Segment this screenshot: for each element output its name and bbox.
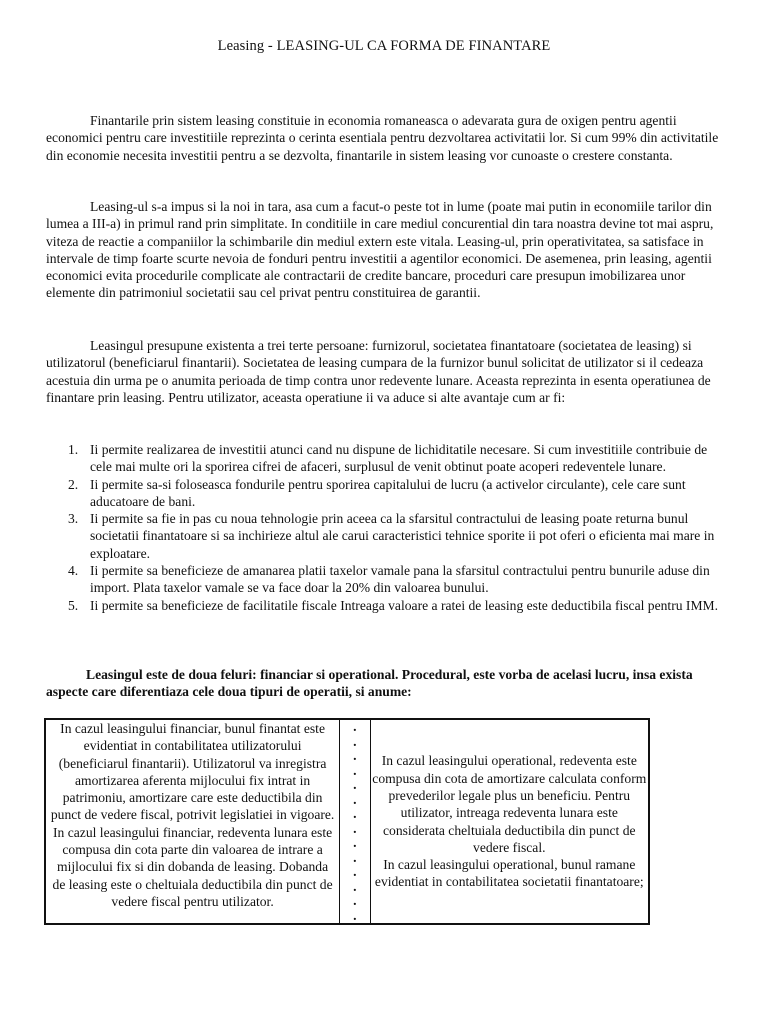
operational-leasing-cell — [370, 719, 649, 924]
operational-leasing-text-2: In cazul leasingului operational, bunul ramane evidentiat in contabilitatea societatii finantatoare; — [374, 857, 644, 890]
comparison-table — [44, 718, 650, 925]
paragraph-3: Leasingul presupune existenta a trei terte persoane: furnizorul, societatea finantatoare (societatea de leasing) si utilizatorul (beneficiarul finantarii). Societatea de leasing cumpara de la furnizor bunul solicitat de utilizator si il cedeaza acestuia din urma pe o anumita perioada de timp contra unor redevente lunare. Aceasta reprezinta in esenta operatiunea de finantare prin leasing. Pentru utilizator, aceasta operatiune ii va aduce si alte avantaje cum ar fi: — [46, 338, 711, 405]
separator-dot: . — [353, 893, 357, 908]
separator-dot: . — [353, 762, 357, 778]
financial-leasing-text-2: In cazul leasingului financiar, redeventa lunara este compusa din cota parte din valoarea de intrare a mijlocului fix si din dobanda de leasing. Dobanda de leasing este o cheltuiala deductibila din punct de vedere fiscal pentru utilizator. — [52, 824, 333, 909]
list-item-text: Ii permite realizarea de investitii atunci cand nu dispune de lichiditatile necesare. Si cum investitiile contribuie de cele mai multe ori la sporirea cifrei de afaceri, surplusul de venit obtinut poate acoperi redeventele lunare. — [90, 442, 708, 475]
separator-dot: . — [353, 849, 357, 865]
paragraph-2: Leasing-ul s-a impus si la noi in tara, asa cum a facut-o peste tot in lume (poate mai putin in economiile tarilor din lumea a III-a) in primul rand prin simplitate. In conditiile in care mediul concurential din tara noastra devine tot mai aspru, viteza de reactie a companiilor la schimbarile din mediul extern este vitala. Leasing-ul, prin operativitatea, sa satisface in intervale de timp foarte scurte nevoia de fonduri pentru investitii a agentilor economici. De asemenea, prin leasing, agentii economici evita procedurile complicate ale contractarii de credite bancare, proceduri care presupun imobilizarea unor elemente din patrimoniul societatii sau cel privat pentru constituirea de garantii. — [46, 199, 714, 301]
separator-dot: . — [353, 791, 357, 807]
list-item-text: Ii permite sa beneficieze de facilitatile fiscale Intreaga valoare a ratei de leasing este deductibila fiscal pentru IMM. — [90, 597, 719, 613]
separator-dot: . — [353, 878, 357, 894]
page-title: Leasing - LEASING-UL CA FORMA DE FINANTARE — [217, 38, 551, 54]
separator-dot: . — [353, 864, 357, 879]
list-number: 5. — [68, 597, 79, 613]
list-item — [46, 562, 726, 597]
list-item — [46, 597, 726, 614]
list-number: 3. — [68, 511, 79, 527]
separator-dot: . — [353, 777, 357, 792]
separator-dot: . — [353, 719, 357, 734]
separator-cell — [340, 719, 370, 924]
operational-leasing-text-1: In cazul leasingului operational, redeventa este compusa din cota de amortizare calculata conform prevederilor legale plus un beneficiu. Pentru utilizator, intreaga redeventa lunara este considerata cheltuiala deductibila din punct de vedere fiscal. — [372, 753, 647, 855]
paragraph-1: Finantarile prin sistem leasing constituie in economia romaneasca o adevarata gura de oxigen pentru agentii economici pentru care investitiile reprezinta o cerinta esentiala pentru dezvoltarea activitatii lor. Si cum 99% din activitatile din economie necesita investitii pentru a se dezvolta, finantarile in sistem leasing vor cunoaste o crestere constanta. — [46, 113, 719, 163]
list-item-text: Ii permite sa beneficieze de amanarea platii taxelor vamale pana la sfarsitul contractului pentru bunurile aduse din import. Plata taxelor vamale se va face doar la 20% din valoarea bunului. — [90, 563, 710, 596]
list-number: 1. — [68, 442, 79, 457]
separator-dot: . — [353, 733, 357, 749]
bold-intro-paragraph: Leasingul este de doua feluri: financiar si operational. Procedural, este vorba de acelasi lucru, insa exista aspecte care diferentiaza cele doua tipuri de operatii, si anume: — [46, 667, 693, 700]
separator-dot: . — [353, 907, 357, 923]
list-number: 4. — [68, 563, 79, 579]
table-row — [45, 719, 649, 924]
list-item-text: Ii permite sa-si foloseasca fondurile pentru sporirea capitalului de lucru (a activelor circulante), cele care sunt aducatoare de bani. — [90, 476, 686, 509]
financial-leasing-text-1: In cazul leasingului financiar, bunul finantat este evidentiat in contabilitatea utilizatorului (beneficiarul finantarii). Utilizatorul va inregistra amortizarea aferenta mijlocului fix intrat in patrimoniu, amortizare care este deductibila din punct de vedere fiscal, potrivit legislatiei in vigoare. — [50, 721, 335, 823]
list-number: 2. — [68, 476, 79, 492]
separator-dot: . — [353, 806, 357, 821]
list-item — [46, 510, 726, 562]
separator-dot: . — [353, 835, 357, 850]
advantages-list — [46, 441, 726, 614]
list-item-text: Ii permite sa fie in pas cu noua tehnologie prin aceea ca la sfarsitul contractului de leasing poate returna bunul societatii finantatoare si sa inchirieze altul ale carui caracteristici tehnice sporite ii pot oferi o eficienta mai mare in exploatare. — [90, 511, 715, 561]
separator-dot: . — [353, 748, 357, 763]
list-item — [46, 476, 726, 511]
separator-dot: . — [353, 820, 357, 836]
financial-leasing-cell — [45, 719, 340, 924]
list-item — [46, 441, 726, 476]
dot-column — [340, 720, 369, 923]
